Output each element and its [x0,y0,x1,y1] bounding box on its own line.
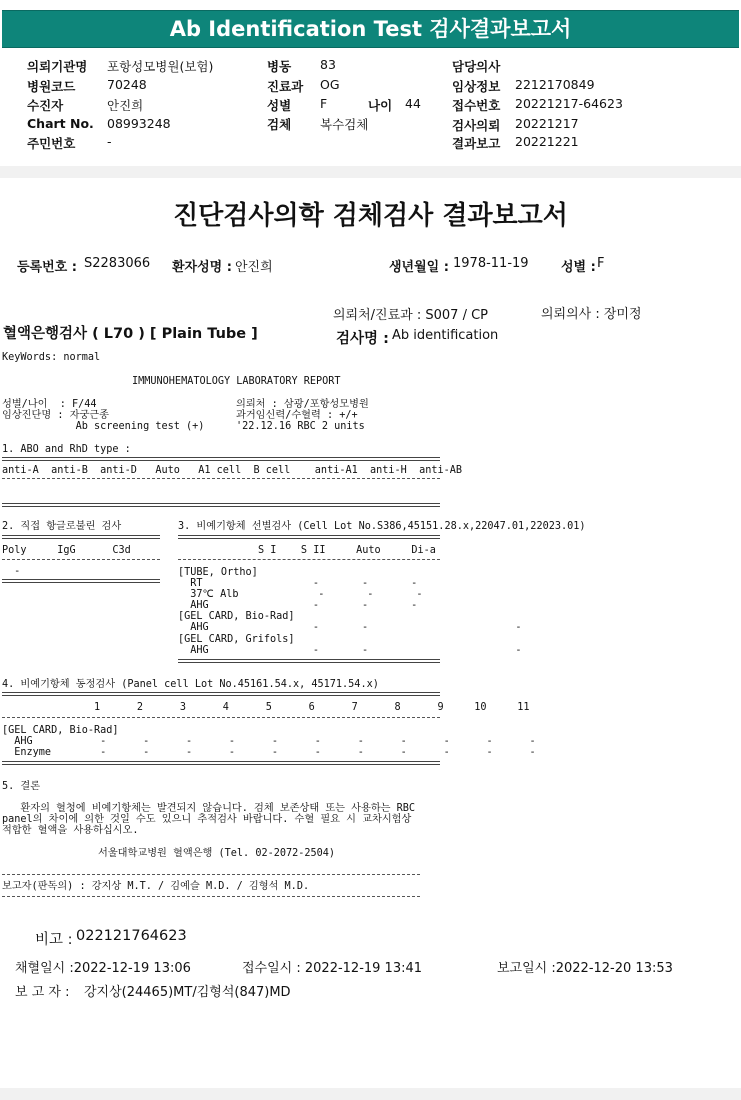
section4-rule-top [2,692,440,696]
header-label-ward: 병동 [267,59,292,74]
document-title: 진단검사의학 검체검사 결과보고서 [173,201,568,231]
header-info-panel [0,48,741,167]
collection-datetime: 채혈일시 :2022-12-19 13:06 [15,961,191,976]
header-label-sex: 성별 [267,98,292,113]
section4-row: Enzyme - - - - - - - - - - - [2,747,536,758]
footer-reporter-label: 보 고 자 : [15,985,70,1000]
lab-report-title: IMMUNOHEMATOLOGY LABORATORY REPORT [132,376,341,387]
section1-rule-mid [2,478,440,479]
section3-headers: S I S II Auto Di-a [258,545,436,556]
note-label: 비고 : [35,932,73,948]
header-value-report-date: 20221221 [515,134,579,149]
reg-no-label: 등록번호 : [17,260,77,275]
info-left-3: Ab screening test (+) [2,421,205,432]
bottom-band [0,1088,741,1100]
conclusion-line: panel의 차이에 의한 것일 수도 있으니 추적검사 바랍니다. 수혈 필요 시 교차시험상 [2,814,412,825]
reg-no-value: S2283066 [84,256,151,271]
patient-name-value: 안진희 [235,260,273,275]
header-value-clinical-info: 2212170849 [515,77,595,92]
birth-date-value: 1978-11-19 [453,256,529,271]
section3-title: 3. 비예기항체 선별검사 (Cell Lot No.S386,45151.28.x,22047.01,22023.01) [178,521,586,532]
test-group: 혈액은행검사 ( L70 ) [ Plain Tube ] [3,326,258,342]
header-label-clinical-info: 임상정보 [452,79,501,94]
test-name-label: 검사명 : [336,331,389,347]
section3-row: [TUBE, Ortho] [178,567,258,578]
header-label-age: 나이 [368,98,393,113]
conclusion-line: 적합한 혈액을 사용하십시오. [2,825,139,836]
separator-band [0,166,741,178]
section2-value: - [8,566,21,577]
header-label-resident-no: 주민번호 [27,136,76,151]
info-left-1: 성별/나이 : F/44 [2,399,97,410]
header-value-department: OG [320,77,340,92]
header-value-chart-no: 08993248 [107,116,171,131]
report-datetime: 보고일시 :2022-12-20 13:53 [497,961,673,976]
requesting-doctor: 의뢰의사 : 장미정 [541,307,642,322]
section3-row: [GEL CARD, Grifols] [178,634,295,645]
section4-headers: 1 2 3 4 5 6 7 8 9 10 11 [2,702,530,713]
header-value-patient: 안진희 [107,98,144,113]
footer-reporter-value: 강지상(24465)MT/김형석(847)MD [84,985,291,1000]
section2-rule-bottom [2,579,160,583]
section5-title: 5. 결론 [2,781,41,792]
header-label-chart-no: Chart No. [27,116,94,131]
section4-row: [GEL CARD, Bio-Rad] [2,725,119,736]
header-value-resident-no: - [107,134,112,149]
header-value-age: 44 [405,96,421,111]
section1-headers: anti-A anti-B anti-D Auto A1 cell B cell anti-A1 anti-H anti-AB [2,465,463,476]
header-label-specimen: 검체 [267,117,292,132]
section3-rule-mid [178,559,440,560]
info-right-1: 의뢰처 : 삼광/포항성모병원 [236,399,369,410]
section1-rule-bottom [2,503,440,507]
sex-value: F [597,256,605,271]
header-value-receipt-no: 20221217-64623 [515,96,623,111]
blood-bank-contact: 서울대학교병원 혈액은행 (Tel. 02-2072-2504) [98,848,336,859]
reporter-rule-bottom [2,896,420,897]
section1-title: 1. ABO and RhD type : [2,444,131,455]
header-label-doctor: 담당의사 [452,59,501,74]
section4-rule-bottom [2,761,440,765]
section3-rule-bottom [178,659,440,663]
test-name-value: Ab identification [392,328,499,343]
top-bar [0,0,741,48]
section2-rule-top [2,535,160,539]
info-right-3: '22.12.16 RBC 2 units [236,421,365,432]
conclusion-line: 환자의 혈청에 비예기항체는 발견되지 않습니다. 검체 보존상태 또는 사용하는 RBC [2,803,416,814]
info-left-2: 임상진단명 : 자궁근종 [2,410,109,421]
section3-row: AHG - - - [178,622,522,633]
header-value-sex: F [320,96,328,111]
header-value-specimen: 복수검체 [320,117,369,132]
header-value-org: 포항성모병원(보험) [107,59,214,74]
header-label-report-date: 결과보고 [452,136,501,151]
header-label-department: 진료과 [267,79,304,94]
section4-title: 4. 비예기항체 동정검사 (Panel cell Lot No.45161.54.x, 45171.54.x) [2,679,379,690]
birth-date-label: 생년월일 : [389,260,449,275]
section3-row: AHG - - - [178,645,522,656]
section4-rule-mid [2,717,440,718]
section1-rule-top [2,457,440,461]
keywords: KeyWords: normal [2,352,101,363]
header-value-ward: 83 [320,57,336,72]
info-right-2: 과거임신력/수혈력 : +/+ [236,410,358,421]
header-label-receipt-no: 접수번호 [452,98,501,113]
sex-label: 성별 : [561,260,596,275]
section3-rule-top [178,535,440,539]
header-label-request-date: 검사의뢰 [452,118,501,133]
section3-row: 37℃ Alb - - - [178,589,423,600]
dept-info: 의뢰처/진료과 : S007 / CP [333,308,488,323]
reporter-rule-top [2,874,420,875]
header-value-hospital-code: 70248 [107,77,147,92]
reporter-line: 보고자(판독의) : 강지상 M.T. / 김예슬 M.D. / 김형석 M.D. [2,881,310,892]
section2-rule-mid [2,559,160,560]
note-value: 022121764623 [76,928,187,944]
section2-headers: Poly IgG C3d [2,545,131,556]
header-label-patient: 수진자 [27,98,64,113]
header-value-request-date: 20221217 [515,116,579,131]
section2-title: 2. 직접 항글로불린 검사 [2,521,122,532]
report-banner-title: Ab Identification Test 검사결과보고서 [2,10,739,48]
section3-row: [GEL CARD, Bio-Rad] [178,611,295,622]
header-label-org: 의뢰기관명 [27,59,88,74]
section3-row: RT - - - [178,578,418,589]
section4-row: AHG - - - - - - - - - - - [2,736,536,747]
header-label-hospital-code: 병원코드 [27,79,76,94]
patient-name-label: 환자성명 : [172,260,232,275]
receipt-datetime: 접수일시 : 2022-12-19 13:41 [242,961,423,976]
section3-row: AHG - - - [178,600,418,611]
